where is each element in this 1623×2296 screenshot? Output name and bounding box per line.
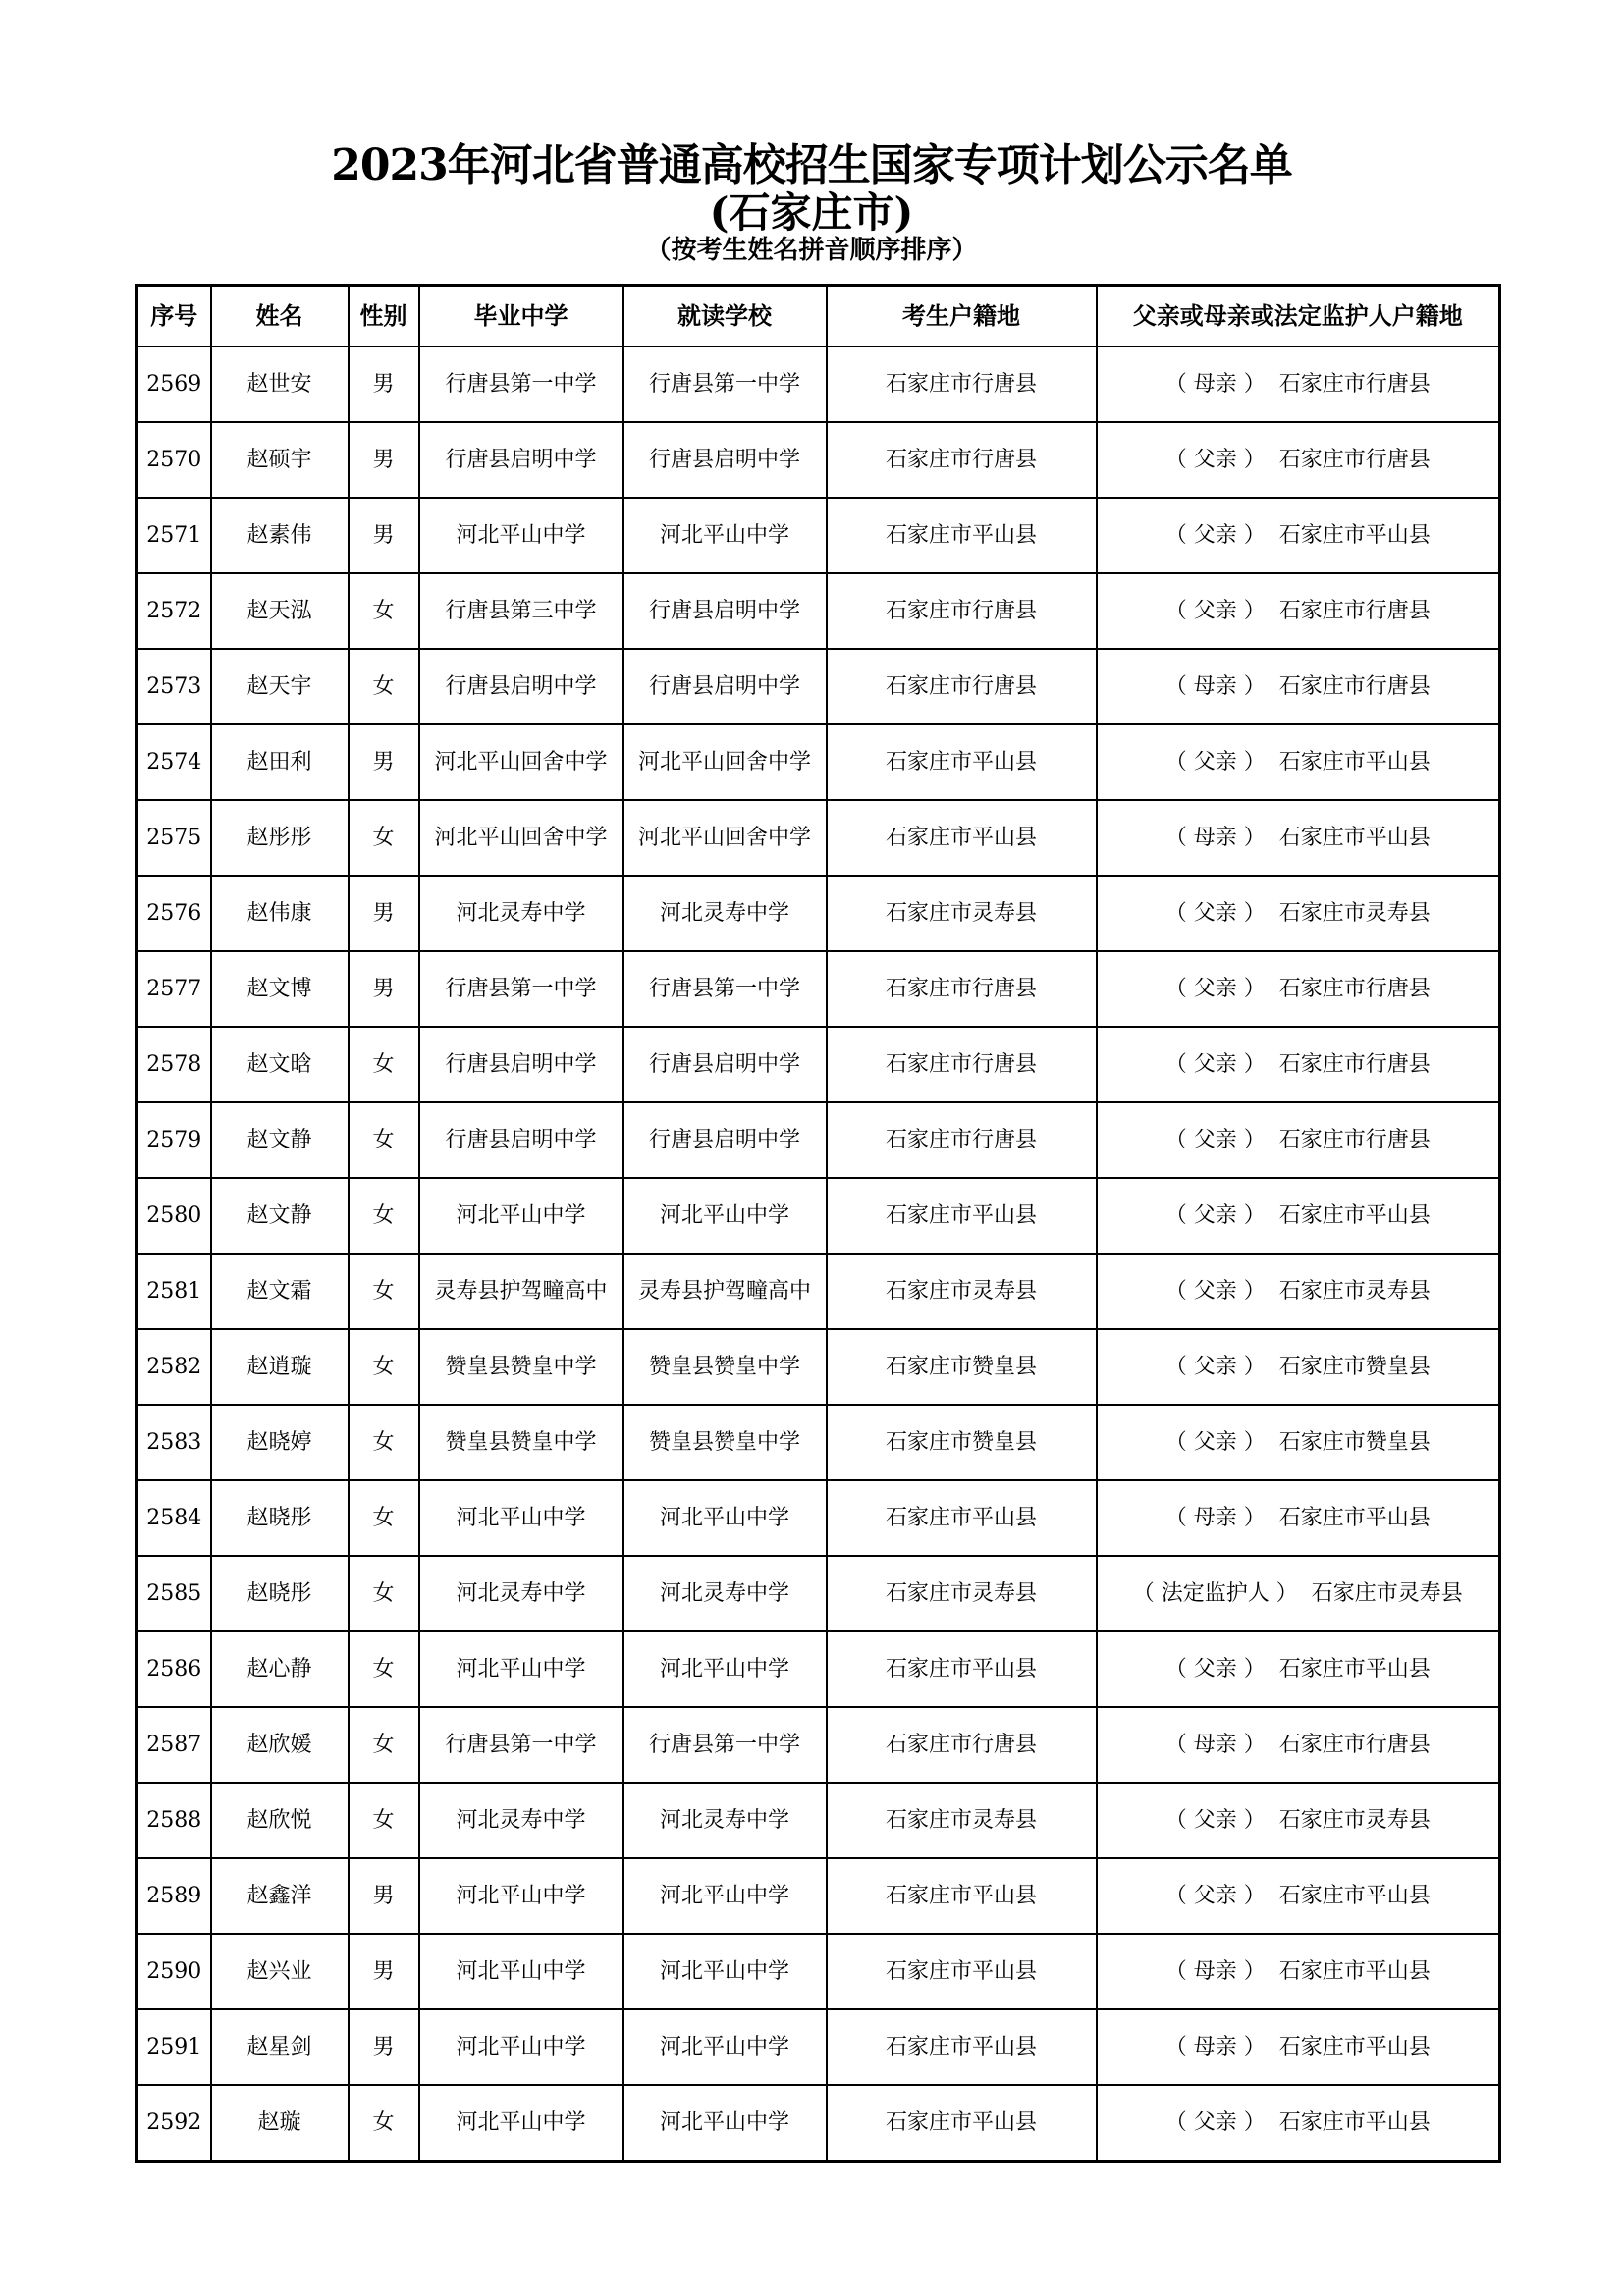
- parent-place: 石家庄市平山县: [1278, 1202, 1431, 1228]
- cell-parent-hukou: [1097, 1027, 1500, 1102]
- cell-no: 2589: [137, 1858, 211, 1934]
- parent-place: 石家庄市灵寿县: [1278, 1807, 1431, 1833]
- cell-name: 赵逍璇: [211, 1329, 349, 1405]
- cell-hukou: 石家庄市行唐县: [827, 422, 1097, 498]
- cell-hukou: 石家庄市平山县: [827, 724, 1097, 800]
- cell-parent-hukou: [1097, 1480, 1500, 1556]
- parent-place: 石家庄市平山县: [1278, 2034, 1431, 2059]
- cell-no: 2578: [137, 1027, 211, 1102]
- cell-hukou: 石家庄市灵寿县: [827, 876, 1097, 951]
- table-row: [137, 876, 1500, 951]
- cell-current-school: 行唐县启明中学: [623, 649, 827, 724]
- cell-grad-school: 行唐县启明中学: [419, 649, 623, 724]
- cell-current-school: 河北灵寿中学: [623, 1783, 827, 1858]
- header-current-school: 就读学校: [623, 286, 827, 347]
- cell-hukou: 石家庄市平山县: [827, 1858, 1097, 1934]
- cell-name: 赵欣媛: [211, 1707, 349, 1783]
- cell-no: 2579: [137, 1102, 211, 1178]
- parent-relation: （ 父亲 ）: [1164, 749, 1266, 774]
- cell-no: 2583: [137, 1405, 211, 1480]
- table-row: [137, 347, 1500, 422]
- cell-sex: 女: [349, 1254, 419, 1329]
- cell-name: 赵兴业: [211, 1934, 349, 2009]
- cell-current-school: 赞皇县赞皇中学: [623, 1405, 827, 1480]
- table-row: [137, 422, 1500, 498]
- cell-no: 2577: [137, 951, 211, 1027]
- cell-parent-hukou: [1097, 2009, 1500, 2085]
- parent-relation: （ 父亲 ）: [1164, 447, 1266, 472]
- cell-name: 赵文霜: [211, 1254, 349, 1329]
- cell-grad-school: 行唐县启明中学: [419, 422, 623, 498]
- cell-parent-hukou: [1097, 347, 1500, 422]
- cell-grad-school: 河北平山中学: [419, 1178, 623, 1254]
- table-row: [137, 1858, 1500, 1934]
- cell-sex: 男: [349, 347, 419, 422]
- admission-list-table: [135, 284, 1501, 2163]
- cell-hukou: 石家庄市平山县: [827, 1631, 1097, 1707]
- cell-hukou: 石家庄市行唐县: [827, 1707, 1097, 1783]
- cell-no: 2590: [137, 1934, 211, 2009]
- parent-relation: （ 母亲 ）: [1164, 673, 1266, 699]
- parent-relation: （ 父亲 ）: [1164, 1429, 1266, 1455]
- cell-name: 赵星剑: [211, 2009, 349, 2085]
- table-row: [137, 1934, 1500, 2009]
- cell-no: 2591: [137, 2009, 211, 2085]
- parent-relation: （ 法定监护人 ）: [1132, 1580, 1298, 1606]
- cell-no: 2592: [137, 2085, 211, 2162]
- cell-name: 赵文博: [211, 951, 349, 1027]
- parent-place: 石家庄市赞皇县: [1278, 1429, 1431, 1455]
- parent-place: 石家庄市行唐县: [1278, 371, 1431, 397]
- cell-name: 赵田利: [211, 724, 349, 800]
- cell-sex: 男: [349, 422, 419, 498]
- table-row: [137, 1254, 1500, 1329]
- table-row: [137, 1480, 1500, 1556]
- cell-grad-school: 行唐县第三中学: [419, 573, 623, 649]
- cell-current-school: 行唐县启明中学: [623, 1027, 827, 1102]
- cell-current-school: 河北平山中学: [623, 2009, 827, 2085]
- cell-no: 2571: [137, 498, 211, 573]
- cell-hukou: 石家庄市平山县: [827, 1178, 1097, 1254]
- cell-hukou: 石家庄市行唐县: [827, 951, 1097, 1027]
- cell-no: 2574: [137, 724, 211, 800]
- cell-hukou: 石家庄市行唐县: [827, 1027, 1097, 1102]
- cell-hukou: 石家庄市平山县: [827, 2085, 1097, 2162]
- parent-place: 石家庄市平山县: [1278, 522, 1431, 548]
- cell-grad-school: 行唐县第一中学: [419, 1707, 623, 1783]
- parent-place: 石家庄市平山县: [1278, 1656, 1431, 1682]
- cell-current-school: 河北平山中学: [623, 1934, 827, 2009]
- cell-parent-hukou: [1097, 498, 1500, 573]
- cell-parent-hukou: [1097, 1631, 1500, 1707]
- cell-no: 2570: [137, 422, 211, 498]
- header-parent-hukou: 父亲或母亲或法定监护人户籍地: [1097, 286, 1500, 347]
- cell-sex: 男: [349, 2009, 419, 2085]
- cell-hukou: 石家庄市行唐县: [827, 1102, 1097, 1178]
- cell-current-school: 灵寿县护驾疃高中: [623, 1254, 827, 1329]
- parent-relation: （ 父亲 ）: [1164, 2109, 1266, 2135]
- page-title: 2023年河北省普通高校招生国家专项计划公示名单: [331, 140, 1292, 190]
- cell-grad-school: 行唐县启明中学: [419, 1102, 623, 1178]
- parent-relation: （ 父亲 ）: [1164, 976, 1266, 1001]
- parent-place: 石家庄市平山县: [1278, 1883, 1431, 1908]
- cell-name: 赵欣悦: [211, 1783, 349, 1858]
- cell-no: 2569: [137, 347, 211, 422]
- cell-grad-school: 行唐县第一中学: [419, 347, 623, 422]
- parent-place: 石家庄市灵寿县: [1311, 1580, 1463, 1606]
- cell-hukou: 石家庄市行唐县: [827, 347, 1097, 422]
- table-row: [137, 1556, 1500, 1631]
- cell-sex: 女: [349, 1405, 419, 1480]
- cell-parent-hukou: [1097, 1556, 1500, 1631]
- cell-grad-school: 赞皇县赞皇中学: [419, 1405, 623, 1480]
- cell-hukou: 石家庄市平山县: [827, 498, 1097, 573]
- parent-relation: （ 父亲 ）: [1164, 1883, 1266, 1908]
- cell-no: 2573: [137, 649, 211, 724]
- parent-place: 石家庄市平山县: [1278, 1505, 1431, 1530]
- table-row: [137, 1329, 1500, 1405]
- cell-sex: 男: [349, 1858, 419, 1934]
- cell-parent-hukou: [1097, 422, 1500, 498]
- cell-hukou: 石家庄市灵寿县: [827, 1556, 1097, 1631]
- table-row: [137, 1783, 1500, 1858]
- cell-no: 2580: [137, 1178, 211, 1254]
- cell-current-school: 河北平山中学: [623, 1631, 827, 1707]
- parent-relation: （ 父亲 ）: [1164, 900, 1266, 926]
- cell-no: 2582: [137, 1329, 211, 1405]
- cell-no: 2587: [137, 1707, 211, 1783]
- table-row: [137, 1027, 1500, 1102]
- parent-relation: （ 父亲 ）: [1164, 522, 1266, 548]
- table-row: [137, 1707, 1500, 1783]
- cell-current-school: 行唐县第一中学: [623, 347, 827, 422]
- table-row: [137, 649, 1500, 724]
- header-grad-school: 毕业中学: [419, 286, 623, 347]
- parent-relation: （ 父亲 ）: [1164, 1051, 1266, 1077]
- cell-grad-school: 赞皇县赞皇中学: [419, 1329, 623, 1405]
- cell-hukou: 石家庄市赞皇县: [827, 1329, 1097, 1405]
- cell-current-school: 行唐县启明中学: [623, 422, 827, 498]
- cell-name: 赵心静: [211, 1631, 349, 1707]
- cell-name: 赵文静: [211, 1102, 349, 1178]
- parent-place: 石家庄市平山县: [1278, 2109, 1431, 2135]
- cell-grad-school: 河北灵寿中学: [419, 1556, 623, 1631]
- parent-place: 石家庄市赞皇县: [1278, 1354, 1431, 1379]
- parent-place: 石家庄市行唐县: [1278, 598, 1431, 623]
- header-no: 序号: [137, 286, 211, 347]
- cell-name: 赵天泓: [211, 573, 349, 649]
- cell-hukou: 石家庄市平山县: [827, 1480, 1097, 1556]
- sort-note: （按考生姓名拼音顺序排序）: [645, 236, 978, 265]
- cell-hukou: 石家庄市行唐县: [827, 649, 1097, 724]
- cell-hukou: 石家庄市平山县: [827, 1934, 1097, 2009]
- cell-parent-hukou: [1097, 1707, 1500, 1783]
- table-row: [137, 800, 1500, 876]
- cell-current-school: 行唐县第一中学: [623, 951, 827, 1027]
- cell-parent-hukou: [1097, 1783, 1500, 1858]
- cell-name: 赵世安: [211, 347, 349, 422]
- cell-hukou: 石家庄市灵寿县: [827, 1254, 1097, 1329]
- cell-grad-school: 河北平山中学: [419, 1934, 623, 2009]
- cell-grad-school: 河北平山中学: [419, 1480, 623, 1556]
- cell-no: 2576: [137, 876, 211, 951]
- cell-sex: 女: [349, 649, 419, 724]
- parent-place: 石家庄市行唐县: [1278, 1732, 1431, 1757]
- cell-sex: 女: [349, 1556, 419, 1631]
- table-header-row: [137, 286, 1500, 347]
- parent-relation: （ 母亲 ）: [1164, 1505, 1266, 1530]
- parent-relation: （ 父亲 ）: [1164, 1354, 1266, 1379]
- cell-no: 2575: [137, 800, 211, 876]
- cell-sex: 女: [349, 1480, 419, 1556]
- parent-place: 石家庄市行唐县: [1278, 1051, 1431, 1077]
- header-sex: 性别: [349, 286, 419, 347]
- table-row: [137, 573, 1500, 649]
- cell-current-school: 河北平山回舍中学: [623, 724, 827, 800]
- table-row: [137, 1178, 1500, 1254]
- cell-parent-hukou: [1097, 876, 1500, 951]
- cell-grad-school: 河北平山中学: [419, 2085, 623, 2162]
- table-row: [137, 1102, 1500, 1178]
- cell-grad-school: 河北灵寿中学: [419, 876, 623, 951]
- table-row: [137, 951, 1500, 1027]
- parent-place: 石家庄市行唐县: [1278, 976, 1431, 1001]
- cell-name: 赵硕宇: [211, 422, 349, 498]
- table-row: [137, 2009, 1500, 2085]
- table-row: [137, 1405, 1500, 1480]
- cell-grad-school: 行唐县第一中学: [419, 951, 623, 1027]
- cell-parent-hukou: [1097, 1405, 1500, 1480]
- cell-current-school: 河北平山中学: [623, 498, 827, 573]
- cell-name: 赵晓彤: [211, 1480, 349, 1556]
- cell-parent-hukou: [1097, 649, 1500, 724]
- parent-relation: （ 母亲 ）: [1164, 2034, 1266, 2059]
- parent-relation: （ 母亲 ）: [1164, 1732, 1266, 1757]
- cell-sex: 女: [349, 1329, 419, 1405]
- cell-name: 赵璇: [211, 2085, 349, 2162]
- cell-no: 2586: [137, 1631, 211, 1707]
- page-subtitle: (石家庄市): [709, 188, 914, 237]
- cell-parent-hukou: [1097, 724, 1500, 800]
- parent-relation: （ 父亲 ）: [1164, 1656, 1266, 1682]
- cell-sex: 男: [349, 498, 419, 573]
- cell-parent-hukou: [1097, 1178, 1500, 1254]
- cell-current-school: 河北平山回舍中学: [623, 800, 827, 876]
- cell-sex: 女: [349, 573, 419, 649]
- parent-relation: （ 母亲 ）: [1164, 1958, 1266, 1984]
- cell-current-school: 赞皇县赞皇中学: [623, 1329, 827, 1405]
- table-row: [137, 1631, 1500, 1707]
- cell-current-school: 行唐县启明中学: [623, 573, 827, 649]
- parent-place: 石家庄市平山县: [1278, 1958, 1431, 1984]
- cell-grad-school: 行唐县启明中学: [419, 1027, 623, 1102]
- parent-relation: （ 父亲 ）: [1164, 1807, 1266, 1833]
- cell-current-school: 行唐县启明中学: [623, 1102, 827, 1178]
- cell-current-school: 河北平山中学: [623, 1858, 827, 1934]
- cell-grad-school: 河北平山中学: [419, 498, 623, 573]
- cell-parent-hukou: [1097, 951, 1500, 1027]
- cell-sex: 女: [349, 1178, 419, 1254]
- parent-place: 石家庄市平山县: [1278, 825, 1431, 850]
- cell-parent-hukou: [1097, 2085, 1500, 2162]
- cell-grad-school: 河北灵寿中学: [419, 1783, 623, 1858]
- cell-grad-school: 河北平山中学: [419, 2009, 623, 2085]
- parent-relation: （ 母亲 ）: [1164, 825, 1266, 850]
- parent-place: 石家庄市灵寿县: [1278, 1278, 1431, 1304]
- cell-sex: 男: [349, 876, 419, 951]
- cell-current-school: 河北平山中学: [623, 2085, 827, 2162]
- cell-hukou: 石家庄市平山县: [827, 2009, 1097, 2085]
- parent-relation: （ 父亲 ）: [1164, 598, 1266, 623]
- cell-hukou: 石家庄市平山县: [827, 800, 1097, 876]
- cell-sex: 女: [349, 800, 419, 876]
- cell-parent-hukou: [1097, 1254, 1500, 1329]
- cell-parent-hukou: [1097, 1102, 1500, 1178]
- cell-grad-school: 灵寿县护驾疃高中: [419, 1254, 623, 1329]
- cell-sex: 女: [349, 1027, 419, 1102]
- parent-place: 石家庄市行唐县: [1278, 673, 1431, 699]
- cell-current-school: 行唐县第一中学: [623, 1707, 827, 1783]
- cell-name: 赵伟康: [211, 876, 349, 951]
- cell-no: 2584: [137, 1480, 211, 1556]
- cell-name: 赵晓婷: [211, 1405, 349, 1480]
- parent-relation: （ 父亲 ）: [1164, 1127, 1266, 1152]
- cell-name: 赵晓彤: [211, 1556, 349, 1631]
- cell-current-school: 河北平山中学: [623, 1178, 827, 1254]
- cell-grad-school: 河北平山中学: [419, 1858, 623, 1934]
- cell-parent-hukou: [1097, 1329, 1500, 1405]
- cell-sex: 女: [349, 1707, 419, 1783]
- header-hukou: 考生户籍地: [827, 286, 1097, 347]
- cell-name: 赵文静: [211, 1178, 349, 1254]
- parent-relation: （ 母亲 ）: [1164, 371, 1266, 397]
- parent-relation: （ 父亲 ）: [1164, 1278, 1266, 1304]
- cell-grad-school: 河北平山回舍中学: [419, 724, 623, 800]
- table-row: [137, 2085, 1500, 2162]
- cell-no: 2585: [137, 1556, 211, 1631]
- parent-place: 石家庄市平山县: [1278, 749, 1431, 774]
- cell-sex: 女: [349, 1631, 419, 1707]
- cell-current-school: 河北平山中学: [623, 1480, 827, 1556]
- parent-place: 石家庄市行唐县: [1278, 447, 1431, 472]
- cell-sex: 男: [349, 1934, 419, 2009]
- cell-current-school: 河北灵寿中学: [623, 1556, 827, 1631]
- cell-hukou: 石家庄市行唐县: [827, 573, 1097, 649]
- cell-grad-school: 河北平山回舍中学: [419, 800, 623, 876]
- cell-parent-hukou: [1097, 1934, 1500, 2009]
- parent-relation: （ 父亲 ）: [1164, 1202, 1266, 1228]
- cell-sex: 男: [349, 724, 419, 800]
- cell-parent-hukou: [1097, 573, 1500, 649]
- header-name: 姓名: [211, 286, 349, 347]
- table-row: [137, 724, 1500, 800]
- cell-name: 赵天宇: [211, 649, 349, 724]
- cell-hukou: 石家庄市灵寿县: [827, 1783, 1097, 1858]
- cell-parent-hukou: [1097, 1858, 1500, 1934]
- table-row: [137, 498, 1500, 573]
- cell-sex: 女: [349, 1783, 419, 1858]
- cell-current-school: 河北灵寿中学: [623, 876, 827, 951]
- cell-hukou: 石家庄市赞皇县: [827, 1405, 1097, 1480]
- cell-name: 赵彤彤: [211, 800, 349, 876]
- cell-parent-hukou: [1097, 800, 1500, 876]
- cell-name: 赵文晗: [211, 1027, 349, 1102]
- cell-no: 2588: [137, 1783, 211, 1858]
- cell-no: 2581: [137, 1254, 211, 1329]
- parent-place: 石家庄市灵寿县: [1278, 900, 1431, 926]
- parent-place: 石家庄市行唐县: [1278, 1127, 1431, 1152]
- cell-name: 赵素伟: [211, 498, 349, 573]
- cell-sex: 女: [349, 1102, 419, 1178]
- cell-sex: 男: [349, 951, 419, 1027]
- cell-sex: 女: [349, 2085, 419, 2162]
- cell-name: 赵鑫洋: [211, 1858, 349, 1934]
- cell-grad-school: 河北平山中学: [419, 1631, 623, 1707]
- cell-no: 2572: [137, 573, 211, 649]
